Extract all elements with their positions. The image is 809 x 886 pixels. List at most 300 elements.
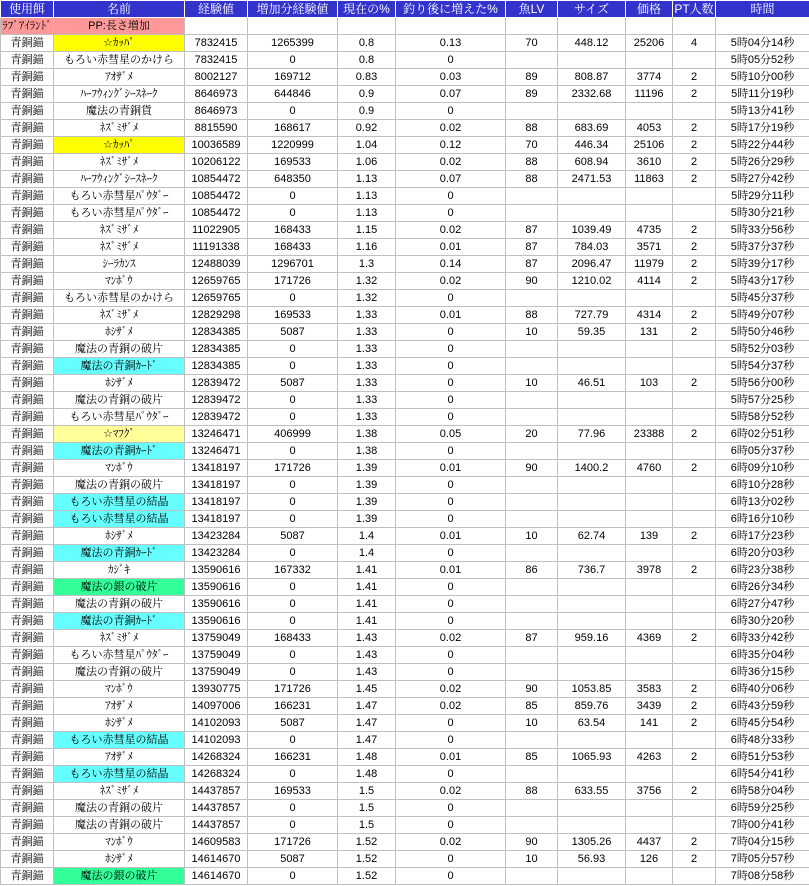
exp-cell[interactable]: 14097006 <box>185 698 248 715</box>
price-cell[interactable]: 3583 <box>626 681 673 698</box>
bait-cell[interactable]: 青銅錨 <box>1 358 54 375</box>
exp-cell[interactable]: 12834385 <box>185 324 248 341</box>
percent-cell[interactable]: 1.47 <box>338 715 396 732</box>
price-cell[interactable] <box>626 596 673 613</box>
name-cell[interactable]: ｶｼﾞｷ <box>54 562 185 579</box>
exp-gain-cell[interactable]: 5087 <box>248 324 338 341</box>
time-cell[interactable]: 5時49分07秒 <box>716 307 809 324</box>
fish-lv-cell[interactable]: 85 <box>506 749 558 766</box>
time-cell[interactable]: 6時30分20秒 <box>716 613 809 630</box>
empty-cell[interactable] <box>716 18 809 35</box>
party-size-cell[interactable]: 2 <box>673 562 716 579</box>
percent-cell[interactable]: 1.47 <box>338 698 396 715</box>
percent-gain-cell[interactable]: 0 <box>396 579 506 596</box>
party-size-cell[interactable] <box>673 817 716 834</box>
percent-gain-cell[interactable]: 0 <box>396 511 506 528</box>
fish-lv-cell[interactable]: 88 <box>506 120 558 137</box>
party-size-cell[interactable] <box>673 392 716 409</box>
size-cell[interactable]: 784.03 <box>558 239 626 256</box>
exp-cell[interactable]: 13418197 <box>185 511 248 528</box>
exp-cell[interactable]: 10206122 <box>185 154 248 171</box>
size-cell[interactable] <box>558 188 626 205</box>
name-cell[interactable]: もろい赤彗星ﾊﾟｳﾀﾞｰ <box>54 409 185 426</box>
party-size-cell[interactable] <box>673 613 716 630</box>
price-cell[interactable] <box>626 868 673 885</box>
bait-cell[interactable]: 青銅錨 <box>1 69 54 86</box>
fish-lv-cell[interactable]: 10 <box>506 528 558 545</box>
bait-cell[interactable]: 青銅錨 <box>1 120 54 137</box>
exp-gain-cell[interactable]: 0 <box>248 596 338 613</box>
empty-cell[interactable] <box>396 18 506 35</box>
percent-gain-cell[interactable]: 0.12 <box>396 137 506 154</box>
party-size-cell[interactable] <box>673 800 716 817</box>
column-header[interactable]: 価格 <box>626 1 673 18</box>
exp-cell[interactable]: 12839472 <box>185 392 248 409</box>
time-cell[interactable]: 5時04分14秒 <box>716 35 809 52</box>
party-size-cell[interactable]: 2 <box>673 630 716 647</box>
time-cell[interactable]: 5時56分00秒 <box>716 375 809 392</box>
name-cell[interactable]: 魔法の青銅の破片 <box>54 392 185 409</box>
time-cell[interactable]: 5時26分29秒 <box>716 154 809 171</box>
size-cell[interactable]: 56.93 <box>558 851 626 868</box>
column-header[interactable]: 経験値 <box>185 1 248 18</box>
exp-gain-cell[interactable]: 169533 <box>248 154 338 171</box>
fish-lv-cell[interactable] <box>506 188 558 205</box>
percent-gain-cell[interactable]: 0 <box>396 851 506 868</box>
exp-cell[interactable]: 14437857 <box>185 800 248 817</box>
price-cell[interactable] <box>626 817 673 834</box>
percent-gain-cell[interactable]: 0.02 <box>396 120 506 137</box>
percent-cell[interactable]: 1.33 <box>338 324 396 341</box>
exp-cell[interactable]: 11022905 <box>185 222 248 239</box>
bait-cell[interactable]: 青銅錨 <box>1 698 54 715</box>
size-cell[interactable]: 59.35 <box>558 324 626 341</box>
percent-gain-cell[interactable]: 0 <box>396 613 506 630</box>
percent-cell[interactable]: 1.38 <box>338 426 396 443</box>
party-size-cell[interactable]: 2 <box>673 69 716 86</box>
percent-gain-cell[interactable]: 0 <box>396 868 506 885</box>
price-cell[interactable]: 141 <box>626 715 673 732</box>
fish-lv-cell[interactable]: 88 <box>506 783 558 800</box>
party-size-cell[interactable]: 2 <box>673 120 716 137</box>
fish-lv-cell[interactable]: 70 <box>506 137 558 154</box>
percent-cell[interactable]: 1.43 <box>338 647 396 664</box>
percent-gain-cell[interactable]: 0.02 <box>396 698 506 715</box>
bait-cell[interactable]: 青銅錨 <box>1 154 54 171</box>
fish-lv-cell[interactable]: 87 <box>506 222 558 239</box>
exp-cell[interactable]: 13590616 <box>185 562 248 579</box>
exp-cell[interactable]: 14437857 <box>185 783 248 800</box>
name-cell[interactable]: ﾈｽﾞﾐｻﾞﾒ <box>54 307 185 324</box>
name-cell[interactable]: 魔法の銀の破片 <box>54 579 185 596</box>
column-header[interactable]: 名前 <box>54 1 185 18</box>
name-cell[interactable]: ﾊｰﾌｳｨﾝｸﾞｼｰｽﾈｰｸ <box>54 171 185 188</box>
fish-lv-cell[interactable]: 88 <box>506 154 558 171</box>
price-cell[interactable]: 131 <box>626 324 673 341</box>
party-size-cell[interactable]: 2 <box>673 698 716 715</box>
percent-cell[interactable]: 1.33 <box>338 392 396 409</box>
percent-gain-cell[interactable]: 0.02 <box>396 630 506 647</box>
percent-gain-cell[interactable]: 0 <box>396 409 506 426</box>
column-header[interactable]: PT人数 <box>674 2 714 16</box>
exp-cell[interactable]: 8002127 <box>185 69 248 86</box>
empty-cell[interactable] <box>558 18 626 35</box>
exp-cell[interactable]: 14614670 <box>185 851 248 868</box>
fish-lv-cell[interactable] <box>506 579 558 596</box>
fish-lv-cell[interactable]: 10 <box>506 715 558 732</box>
name-cell[interactable]: ｼｰﾗｶﾝｽ <box>54 256 185 273</box>
exp-gain-cell[interactable]: 0 <box>248 341 338 358</box>
fish-lv-cell[interactable] <box>506 290 558 307</box>
name-cell[interactable]: ｱｵｻﾞﾒ <box>54 749 185 766</box>
exp-gain-cell[interactable]: 168433 <box>248 630 338 647</box>
party-size-cell[interactable] <box>673 103 716 120</box>
fish-lv-cell[interactable] <box>506 800 558 817</box>
party-size-cell[interactable]: 2 <box>673 86 716 103</box>
party-size-cell[interactable]: 2 <box>673 256 716 273</box>
name-cell[interactable]: ﾎｼｻﾞﾒ <box>54 851 185 868</box>
name-cell[interactable]: ﾈｽﾞﾐｻﾞﾒ <box>54 154 185 171</box>
percent-cell[interactable]: 1.41 <box>338 596 396 613</box>
exp-cell[interactable]: 13930775 <box>185 681 248 698</box>
fish-lv-cell[interactable]: 90 <box>506 460 558 477</box>
party-size-cell[interactable]: 2 <box>673 222 716 239</box>
percent-gain-cell[interactable]: 0 <box>396 664 506 681</box>
size-cell[interactable]: 683.69 <box>558 120 626 137</box>
price-cell[interactable] <box>626 358 673 375</box>
exp-cell[interactable]: 14268324 <box>185 749 248 766</box>
exp-gain-cell[interactable]: 169712 <box>248 69 338 86</box>
bait-cell[interactable]: 青銅錨 <box>1 562 54 579</box>
percent-cell[interactable]: 1.43 <box>338 664 396 681</box>
time-cell[interactable]: 7時08分58秒 <box>716 868 809 885</box>
time-cell[interactable]: 6時58分04秒 <box>716 783 809 800</box>
name-cell[interactable]: 魔法の青銅の破片 <box>54 817 185 834</box>
size-cell[interactable] <box>558 494 626 511</box>
percent-cell[interactable]: 1.5 <box>338 800 396 817</box>
bait-cell[interactable]: 青銅錨 <box>1 103 54 120</box>
bait-cell[interactable]: 青銅錨 <box>1 630 54 647</box>
fish-lv-cell[interactable]: 85 <box>506 698 558 715</box>
exp-gain-cell[interactable]: 171726 <box>248 834 338 851</box>
time-cell[interactable]: 6時45分54秒 <box>716 715 809 732</box>
exp-gain-cell[interactable]: 1296701 <box>248 256 338 273</box>
time-cell[interactable]: 5時43分17秒 <box>716 273 809 290</box>
exp-cell[interactable]: 10854472 <box>185 205 248 222</box>
price-cell[interactable] <box>626 290 673 307</box>
time-cell[interactable]: 5時22分44秒 <box>716 137 809 154</box>
percent-gain-cell[interactable]: 0.01 <box>396 239 506 256</box>
exp-gain-cell[interactable]: 0 <box>248 817 338 834</box>
exp-gain-cell[interactable]: 0 <box>248 290 338 307</box>
bait-group-cell[interactable]: ﾗﾌﾞｱｲﾗﾝﾄﾞ <box>1 18 54 35</box>
percent-gain-cell[interactable]: 0 <box>396 647 506 664</box>
exp-gain-cell[interactable]: 0 <box>248 766 338 783</box>
bait-cell[interactable]: 青銅錨 <box>1 494 54 511</box>
exp-gain-cell[interactable]: 0 <box>248 613 338 630</box>
exp-cell[interactable]: 13246471 <box>185 443 248 460</box>
percent-gain-cell[interactable]: 0.07 <box>396 171 506 188</box>
fish-lv-cell[interactable]: 20 <box>506 426 558 443</box>
percent-cell[interactable]: 1.13 <box>338 205 396 222</box>
price-cell[interactable]: 3978 <box>626 562 673 579</box>
exp-cell[interactable]: 13423284 <box>185 528 248 545</box>
size-cell[interactable] <box>558 579 626 596</box>
exp-cell[interactable]: 14614670 <box>185 868 248 885</box>
fish-lv-cell[interactable]: 88 <box>506 171 558 188</box>
percent-gain-cell[interactable]: 0.14 <box>396 256 506 273</box>
size-cell[interactable] <box>558 817 626 834</box>
time-cell[interactable]: 6時13分02秒 <box>716 494 809 511</box>
percent-cell[interactable]: 1.33 <box>338 358 396 375</box>
exp-gain-cell[interactable]: 169533 <box>248 307 338 324</box>
price-cell[interactable] <box>626 443 673 460</box>
time-cell[interactable]: 6時40分06秒 <box>716 681 809 698</box>
name-cell[interactable]: もろい赤彗星ﾊﾟｳﾀﾞｰ <box>54 647 185 664</box>
price-cell[interactable]: 103 <box>626 375 673 392</box>
percent-gain-cell[interactable]: 0 <box>396 358 506 375</box>
percent-gain-cell[interactable]: 0.01 <box>396 749 506 766</box>
empty-cell[interactable] <box>185 18 248 35</box>
fish-lv-cell[interactable] <box>506 443 558 460</box>
percent-cell[interactable]: 1.52 <box>338 851 396 868</box>
size-cell[interactable] <box>558 596 626 613</box>
exp-cell[interactable]: 14437857 <box>185 817 248 834</box>
percent-cell[interactable]: 1.13 <box>338 171 396 188</box>
size-cell[interactable]: 1065.93 <box>558 749 626 766</box>
party-size-cell[interactable]: 2 <box>673 375 716 392</box>
party-size-cell[interactable] <box>673 443 716 460</box>
exp-cell[interactable]: 8646973 <box>185 86 248 103</box>
exp-gain-cell[interactable]: 0 <box>248 494 338 511</box>
exp-gain-cell[interactable]: 0 <box>248 579 338 596</box>
percent-cell[interactable]: 0.92 <box>338 120 396 137</box>
fish-lv-cell[interactable] <box>506 613 558 630</box>
percent-gain-cell[interactable]: 0 <box>396 392 506 409</box>
size-cell[interactable]: 808.87 <box>558 69 626 86</box>
exp-gain-cell[interactable]: 0 <box>248 52 338 69</box>
price-cell[interactable] <box>626 613 673 630</box>
exp-cell[interactable]: 12839472 <box>185 375 248 392</box>
size-cell[interactable]: 959.16 <box>558 630 626 647</box>
name-cell[interactable]: ﾏﾝﾎﾞｳ <box>54 273 185 290</box>
size-cell[interactable] <box>558 732 626 749</box>
price-cell[interactable] <box>626 409 673 426</box>
name-cell[interactable]: ☆ｶｯﾊﾟ <box>54 137 185 154</box>
percent-cell[interactable]: 1.39 <box>338 460 396 477</box>
time-cell[interactable]: 6時51分53秒 <box>716 749 809 766</box>
fish-lv-cell[interactable] <box>506 52 558 69</box>
bait-cell[interactable]: 青銅錨 <box>1 749 54 766</box>
exp-gain-cell[interactable]: 0 <box>248 511 338 528</box>
percent-cell[interactable]: 0.83 <box>338 69 396 86</box>
bait-cell[interactable]: 青銅錨 <box>1 443 54 460</box>
percent-gain-cell[interactable]: 0.03 <box>396 69 506 86</box>
price-cell[interactable]: 3756 <box>626 783 673 800</box>
exp-gain-cell[interactable]: 166231 <box>248 749 338 766</box>
exp-gain-cell[interactable]: 406999 <box>248 426 338 443</box>
time-cell[interactable]: 5時30分21秒 <box>716 205 809 222</box>
time-cell[interactable]: 6時20分03秒 <box>716 545 809 562</box>
percent-cell[interactable]: 1.39 <box>338 494 396 511</box>
exp-gain-cell[interactable]: 0 <box>248 477 338 494</box>
price-cell[interactable] <box>626 205 673 222</box>
size-cell[interactable] <box>558 103 626 120</box>
party-size-cell[interactable] <box>673 511 716 528</box>
time-cell[interactable]: 6時26分34秒 <box>716 579 809 596</box>
time-cell[interactable]: 5時54分37秒 <box>716 358 809 375</box>
name-cell[interactable]: ﾊｰﾌｳｨﾝｸﾞｼｰｽﾈｰｸ <box>54 86 185 103</box>
name-cell[interactable]: もろい赤彗星のかけら <box>54 52 185 69</box>
bait-cell[interactable]: 青銅錨 <box>1 188 54 205</box>
size-cell[interactable]: 736.7 <box>558 562 626 579</box>
time-cell[interactable]: 6時33分42秒 <box>716 630 809 647</box>
time-cell[interactable]: 5時05分52秒 <box>716 52 809 69</box>
percent-cell[interactable]: 1.33 <box>338 409 396 426</box>
name-cell[interactable]: 魔法の銀の破片 <box>54 868 185 885</box>
exp-gain-cell[interactable]: 0 <box>248 868 338 885</box>
size-cell[interactable] <box>558 205 626 222</box>
percent-gain-cell[interactable]: 0 <box>396 103 506 120</box>
name-cell[interactable]: ﾏﾝﾎﾞｳ <box>54 681 185 698</box>
party-size-cell[interactable]: 4 <box>673 35 716 52</box>
price-cell[interactable]: 4314 <box>626 307 673 324</box>
price-cell[interactable] <box>626 664 673 681</box>
percent-gain-cell[interactable]: 0.02 <box>396 681 506 698</box>
name-cell[interactable]: もろい赤彗星ﾊﾟｳﾀﾞｰ <box>54 188 185 205</box>
party-size-cell[interactable]: 2 <box>673 239 716 256</box>
party-size-cell[interactable]: 2 <box>673 137 716 154</box>
fish-lv-cell[interactable] <box>506 545 558 562</box>
name-cell[interactable]: ﾈｽﾞﾐｻﾞﾒ <box>54 120 185 137</box>
party-size-cell[interactable]: 2 <box>673 528 716 545</box>
price-cell[interactable] <box>626 392 673 409</box>
party-size-cell[interactable] <box>673 596 716 613</box>
time-cell[interactable]: 6時35分04秒 <box>716 647 809 664</box>
percent-gain-cell[interactable]: 0 <box>396 732 506 749</box>
name-cell[interactable]: もろい赤彗星の結晶 <box>54 766 185 783</box>
exp-gain-cell[interactable]: 1265399 <box>248 35 338 52</box>
time-cell[interactable]: 5時39分17秒 <box>716 256 809 273</box>
time-cell[interactable]: 5時37分37秒 <box>716 239 809 256</box>
exp-gain-cell[interactable]: 5087 <box>248 528 338 545</box>
size-cell[interactable] <box>558 52 626 69</box>
size-cell[interactable] <box>558 392 626 409</box>
price-cell[interactable] <box>626 188 673 205</box>
name-cell[interactable]: ｱｵｻﾞﾒ <box>54 69 185 86</box>
pp-effect-cell[interactable]: PP:長さ増加 <box>54 18 185 35</box>
percent-cell[interactable]: 0.9 <box>338 103 396 120</box>
size-cell[interactable] <box>558 766 626 783</box>
name-cell[interactable]: ﾈｽﾞﾐｻﾞﾒ <box>54 222 185 239</box>
name-cell[interactable]: ﾎｼｻﾞﾒ <box>54 375 185 392</box>
name-cell[interactable]: もろい赤彗星のかけら <box>54 290 185 307</box>
percent-gain-cell[interactable]: 0 <box>396 766 506 783</box>
exp-cell[interactable]: 13590616 <box>185 613 248 630</box>
party-size-cell[interactable]: 2 <box>673 851 716 868</box>
exp-cell[interactable]: 12834385 <box>185 341 248 358</box>
bait-cell[interactable]: 青銅錨 <box>1 868 54 885</box>
time-cell[interactable]: 5時33分56秒 <box>716 222 809 239</box>
name-cell[interactable]: ﾈｽﾞﾐｻﾞﾒ <box>54 630 185 647</box>
size-cell[interactable] <box>558 358 626 375</box>
exp-cell[interactable]: 13418197 <box>185 460 248 477</box>
party-size-cell[interactable] <box>673 868 716 885</box>
price-cell[interactable]: 4437 <box>626 834 673 851</box>
size-cell[interactable]: 77.96 <box>558 426 626 443</box>
time-cell[interactable]: 5時50分46秒 <box>716 324 809 341</box>
party-size-cell[interactable]: 2 <box>673 273 716 290</box>
price-cell[interactable]: 139 <box>626 528 673 545</box>
bait-cell[interactable]: 青銅錨 <box>1 409 54 426</box>
fish-lv-cell[interactable]: 87 <box>506 256 558 273</box>
name-cell[interactable]: ﾏﾝﾎﾞｳ <box>54 460 185 477</box>
price-cell[interactable]: 126 <box>626 851 673 868</box>
percent-gain-cell[interactable]: 0.01 <box>396 562 506 579</box>
exp-cell[interactable]: 13759049 <box>185 664 248 681</box>
bait-cell[interactable]: 青銅錨 <box>1 52 54 69</box>
percent-gain-cell[interactable]: 0 <box>396 800 506 817</box>
bait-cell[interactable]: 青銅錨 <box>1 681 54 698</box>
name-cell[interactable]: 魔法の青銅ｶｰﾄﾞ <box>54 443 185 460</box>
exp-cell[interactable]: 13759049 <box>185 630 248 647</box>
exp-gain-cell[interactable]: 0 <box>248 205 338 222</box>
percent-gain-cell[interactable]: 0 <box>396 545 506 562</box>
exp-gain-cell[interactable]: 0 <box>248 443 338 460</box>
exp-gain-cell[interactable]: 0 <box>248 647 338 664</box>
exp-cell[interactable]: 12488039 <box>185 256 248 273</box>
exp-gain-cell[interactable]: 0 <box>248 545 338 562</box>
name-cell[interactable]: ☆ﾏﾌｸﾞ <box>54 426 185 443</box>
time-cell[interactable]: 6時59分25秒 <box>716 800 809 817</box>
percent-gain-cell[interactable]: 0 <box>396 596 506 613</box>
percent-gain-cell[interactable]: 0.02 <box>396 834 506 851</box>
price-cell[interactable] <box>626 647 673 664</box>
name-cell[interactable]: ﾏﾝﾎﾞｳ <box>54 834 185 851</box>
exp-gain-cell[interactable]: 168433 <box>248 222 338 239</box>
fish-lv-cell[interactable]: 89 <box>506 86 558 103</box>
bait-cell[interactable]: 青銅錨 <box>1 613 54 630</box>
price-cell[interactable]: 3610 <box>626 154 673 171</box>
time-cell[interactable]: 5時29分11秒 <box>716 188 809 205</box>
bait-cell[interactable]: 青銅錨 <box>1 596 54 613</box>
bait-cell[interactable]: 青銅錨 <box>1 273 54 290</box>
exp-gain-cell[interactable]: 5087 <box>248 715 338 732</box>
fish-lv-cell[interactable] <box>506 596 558 613</box>
time-cell[interactable]: 6時10分28秒 <box>716 477 809 494</box>
percent-cell[interactable]: 1.33 <box>338 341 396 358</box>
exp-gain-cell[interactable]: 167332 <box>248 562 338 579</box>
percent-cell[interactable]: 1.33 <box>338 307 396 324</box>
exp-cell[interactable]: 13246471 <box>185 426 248 443</box>
time-cell[interactable]: 5時10分00秒 <box>716 69 809 86</box>
fish-lv-cell[interactable] <box>506 732 558 749</box>
size-cell[interactable]: 608.94 <box>558 154 626 171</box>
time-cell[interactable]: 5時57分25秒 <box>716 392 809 409</box>
time-cell[interactable]: 5時17分19秒 <box>716 120 809 137</box>
percent-gain-cell[interactable]: 0.01 <box>396 307 506 324</box>
percent-cell[interactable]: 1.33 <box>338 375 396 392</box>
size-cell[interactable]: 63.54 <box>558 715 626 732</box>
percent-cell[interactable]: 0.9 <box>338 86 396 103</box>
exp-cell[interactable]: 13590616 <box>185 579 248 596</box>
percent-gain-cell[interactable]: 0.05 <box>396 426 506 443</box>
percent-cell[interactable]: 1.41 <box>338 562 396 579</box>
exp-cell[interactable]: 14102093 <box>185 732 248 749</box>
name-cell[interactable]: 魔法の青銅貨 <box>54 103 185 120</box>
exp-gain-cell[interactable]: 644846 <box>248 86 338 103</box>
percent-cell[interactable]: 1.16 <box>338 239 396 256</box>
